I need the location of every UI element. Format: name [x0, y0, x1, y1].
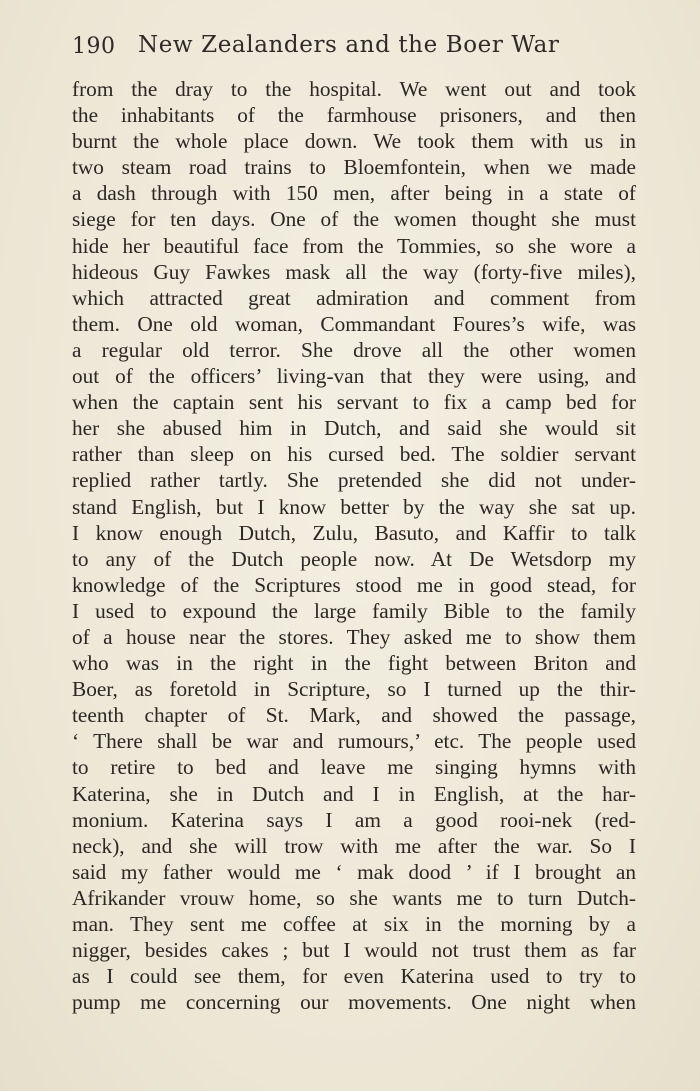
body-text — [72, 76, 636, 1015]
text-line: Afrikander vrouw home, so she wants me to turn Dutch- — [72, 885, 636, 910]
text-line: I know enough Dutch, Zulu, Basuto, and Kaffir to talk — [72, 520, 636, 545]
text-line: the inhabitants of the farmhouse prisoners, and then — [72, 103, 636, 128]
text-line: pump me concerning our movements. One night when — [72, 990, 636, 1015]
text-line: them. One old woman, Commandant Foures’s wife, was — [72, 311, 636, 336]
text-line: which attracted great admiration and comment from — [72, 285, 636, 310]
text-line: ‘ There shall be war and rumours,’ etc. The people used — [72, 729, 636, 754]
text-line: who was in the right in the fight between Briton and — [72, 651, 636, 676]
text-line: replied rather tartly. She pretended she did not under- — [72, 468, 636, 493]
running-title: New Zealanders and the Boer War — [138, 32, 560, 58]
text-line: two steam road trains to Bloemfontein, when we made — [72, 155, 636, 180]
text-line: siege for ten days. One of the women thought she must — [72, 207, 636, 232]
text-line: rather than sleep on his cursed bed. The soldier servant — [72, 442, 636, 467]
text-line: man. They sent me coffee at six in the morning by a — [72, 912, 636, 936]
text-line: from the dray to the hospital. We went out and took — [72, 77, 636, 101]
text-line: to any of the Dutch people now. At De Wetsdorp my — [72, 546, 636, 571]
text-line: burnt the whole place down. We took them with us in — [72, 129, 636, 154]
text-line: monium. Katerina says I am a good rooi-nek (red- — [72, 807, 636, 832]
text-line: out of the officers’ living-van that they were using, and — [72, 364, 636, 389]
text-line: a dash through with 150 men, after being in a state of — [72, 181, 636, 206]
text-line: hideous Guy Fawkes mask all the way (forty-five miles), — [72, 259, 636, 284]
text-line: Boer, as foretold in Scripture, so I turned up the thir- — [72, 677, 636, 702]
text-line: nigger, besides cakes ; but I would not trust them as far — [72, 938, 636, 963]
text-line: a regular old terror. She drove all the other women — [72, 337, 636, 362]
text-line: as I could see them, for even Katerina used to try to — [72, 964, 636, 989]
text-line: hide her beautiful face from the Tommies, so she wore a — [72, 233, 636, 258]
text-line: to retire to bed and leave me singing hymns with — [72, 755, 636, 780]
text-line: of a house near the stores. They asked me to show them — [72, 624, 636, 649]
page-header — [72, 30, 632, 66]
text-line: teenth chapter of St. Mark, and showed the passage, — [72, 703, 636, 728]
text-line: said my father would me ‘ mak dood ’ if I brought an — [72, 859, 636, 884]
text-line: stand English, but I know better by the way she sat up. — [72, 494, 636, 519]
text-line: knowledge of the Scriptures stood me in good stead, for — [72, 572, 636, 597]
text-line: neck), and she will trow with me after the war. So I — [72, 833, 636, 858]
page-number: 190 — [72, 34, 116, 59]
text-line: I used to expound the large family Bible to the family — [72, 598, 636, 623]
text-line: when the captain sent his servant to fix a camp bed for — [72, 390, 636, 415]
text-line: Katerina, she in Dutch and I in English, at the har- — [72, 781, 636, 806]
text-line: her she abused him in Dutch, and said she would sit — [72, 416, 636, 441]
